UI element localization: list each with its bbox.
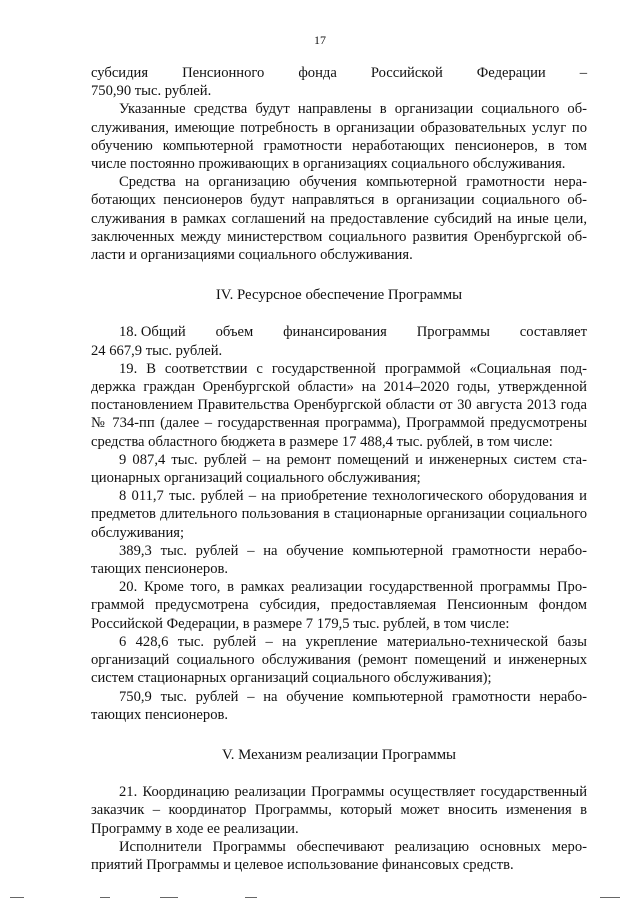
word: финансирования: [283, 324, 387, 341]
item-20: 20. Кроме того, в рамках реализации государственной программы Программой предусмотрена субсидия, предоставляемая Пенсионным фондом Российской Федерации, в размере 7 179,5 тыс. рублей, в том числе:: [91, 579, 587, 632]
paragraph-funds-directed: Указанные средства будут направлены в организации социального обслуживания, имеющие потребность в организации образовательных услуг по обучению компьютерной грамотности неработающих пенсионеров, в том числе постоянно проживающих в организациях социального обслуживания.: [91, 101, 587, 173]
section-heading-mechanism: V. Механизм реализации Программы: [221, 746, 457, 763]
word: Российской: [370, 65, 443, 81]
item-20-infrastructure: 6 428,6 тыс. рублей – на укрепление материально-технической базы организаций социального обслуживания (ремонт помещений и инженерных систем стационарных организаций социального обслуживания);: [91, 633, 587, 687]
section-heading-resources: IV. Ресурсное обеспечение Программы: [215, 287, 463, 304]
word: Пенсионного: [182, 65, 265, 81]
item-18-line: [91, 323, 587, 341]
item-19-training: 389,3 тыс. рублей – на обучение компьютерной грамотности неработающих пенсионеров.: [91, 542, 587, 578]
subsidy-amount: 750,90 тыс. рублей.: [91, 83, 212, 100]
item-19: 19. В соответствии с государственной программой «Социальная поддержка граждан Оренбургской области» на 2014–2020 годы, утвержденной постановлением Правительства Оренбургской области от 30 августа 2013 года № 734-пп (далее – государственная программа), Программой предусмотрены средства областного бюджета в размере 17 488,4 тыс. рублей, в том числе:: [91, 360, 587, 450]
page-number: 17: [314, 33, 326, 47]
item-19-equipment: 8 011,7 тыс. рублей – на приобретение технологического оборудования и предметов длительного пользования в стационарные организации социального обслуживания;: [91, 488, 587, 541]
word: Программы: [416, 324, 490, 341]
word: фонда: [298, 65, 337, 81]
word: субсидия: [91, 65, 149, 81]
word: объем: [215, 324, 254, 341]
scan-edge-marks: [0, 897, 640, 901]
document-body: [91, 64, 587, 874]
item-18-amount: 24 667,9 тыс. рублей.: [91, 342, 223, 359]
paragraph-executors: Исполнители Программы обеспечивают реализацию основных мероприятий Программы и целевое использование финансовых средств.: [91, 838, 587, 873]
item-20-training: 750,9 тыс. рублей – на обучение компьютерной грамотности неработающих пенсионеров.: [91, 688, 587, 723]
subsidy-line: [91, 64, 587, 82]
word: –: [579, 65, 587, 81]
item-19-repair: 9 087,4 тыс. рублей – на ремонт помещений и инженерных систем стационарных организаций социального обслуживания;: [91, 451, 587, 487]
word: Федерации: [476, 65, 546, 81]
word: 18. Общий: [119, 324, 186, 341]
word: составляет: [519, 324, 587, 341]
paragraph-training-funds: Средства на организацию обучения компьютерной грамотности неработающих пенсионеров будут направляться в организации социального обслуживания в рамках соглашений на предоставление субсидий на иные цели, заключенных между министерством социального развития Оренбургской области и организациями социального обслуживания.: [91, 174, 587, 264]
item-21: 21. Координацию реализации Программы осуществляет государственный заказчик – координатор Программы, который может вносить изменения в Программу в ходе ее реализации.: [91, 784, 587, 837]
